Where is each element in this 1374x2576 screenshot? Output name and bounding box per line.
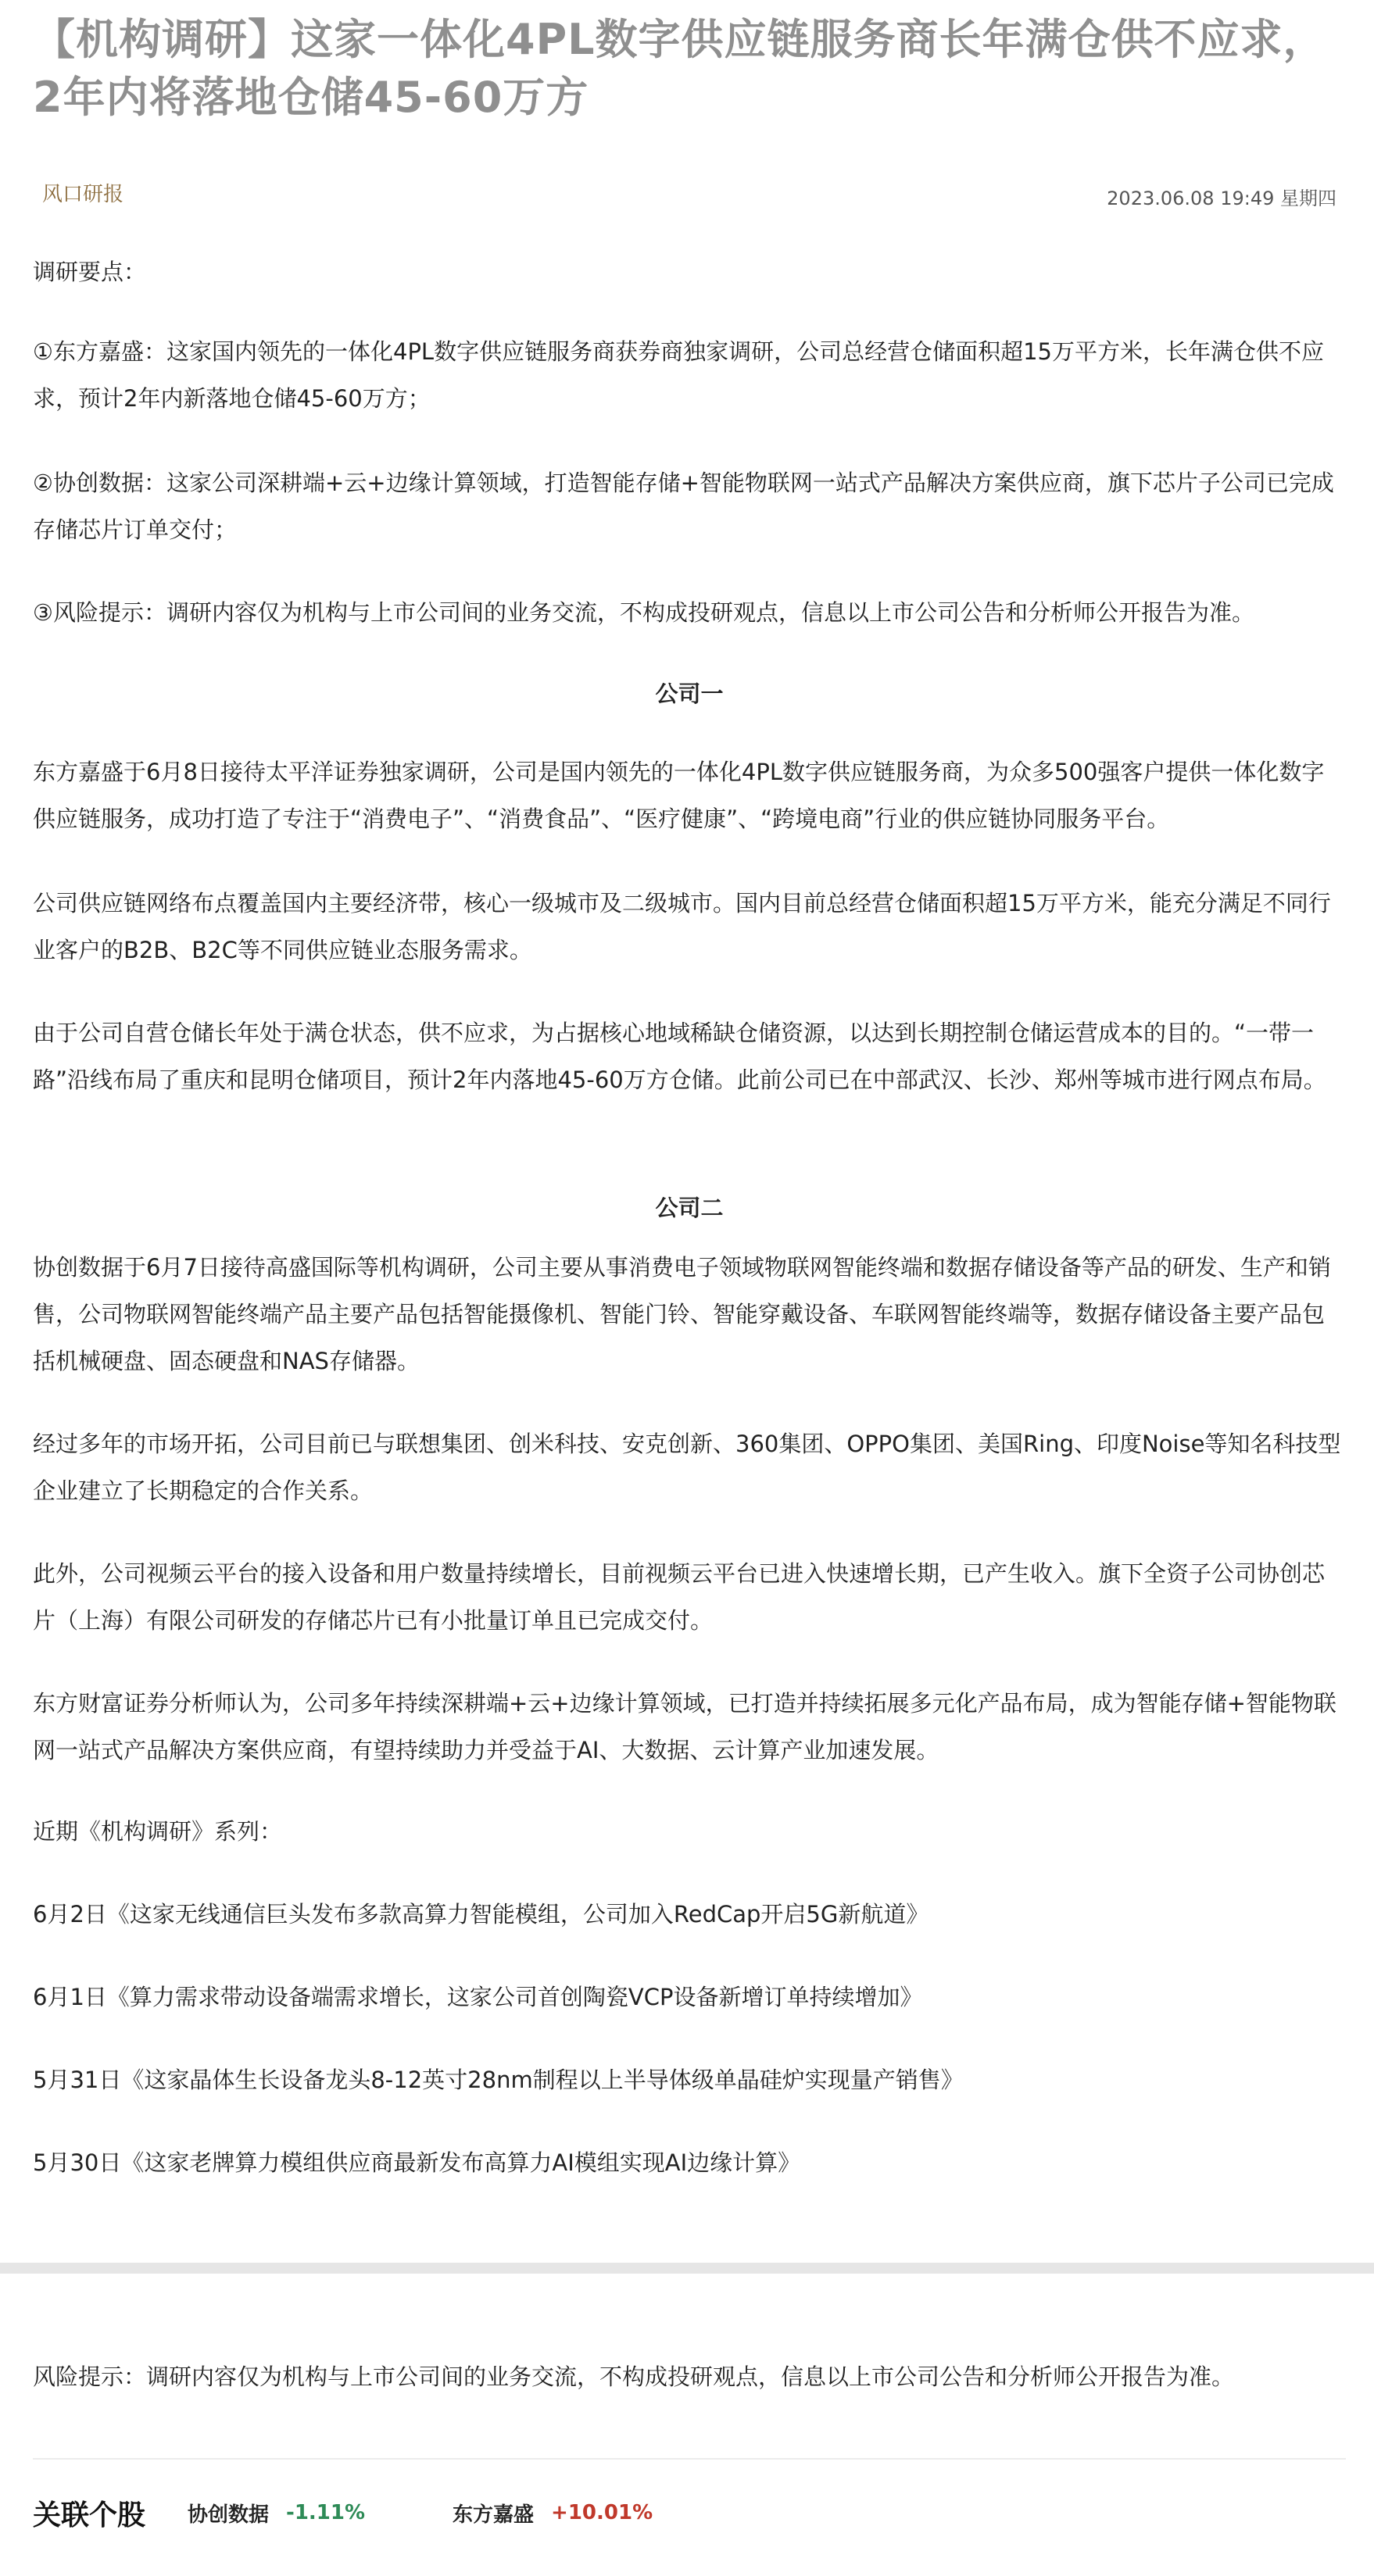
summary-heading: 调研要点： xyxy=(33,259,147,285)
stock-change: -1.11% xyxy=(286,2501,366,2524)
footer-risk-notice: 风险提示：调研内容仅为机构与上市公司间的业务交流，不构成投研观点，信息以上市公司公告和分析师公开报告为准。 xyxy=(33,2363,1235,2390)
series-link-2[interactable]: 6月1日《算力需求带动设备端需求增长，这家公司首创陶瓷VCP设备新增订单持续增加》 xyxy=(33,1984,923,2010)
series-link-4[interactable]: 5月30日《这家老牌算力模组供应商最新发布高算力AI模组实现AI边缘计算》 xyxy=(33,2149,801,2176)
summary-point-2: ②协创数据：这家公司深耕端+云+边缘计算领域，打造智能存储+智能物联网一站式产品解决方案供应商，旗下芯片子公司已完成存储芯片订单交付； xyxy=(33,470,1334,543)
footer-rule xyxy=(33,2458,1346,2460)
section-title-company-1: 公司一 xyxy=(655,681,724,707)
related-stocks xyxy=(33,2489,1346,2536)
related-stocks-title: 关联个股 xyxy=(33,2499,146,2531)
article-datetime: 2023.06.08 19:49 星期四 xyxy=(1107,188,1336,209)
stock-item-dongfangjiasheng[interactable] xyxy=(453,2499,653,2528)
section-divider xyxy=(0,2263,1374,2274)
article-title: 【机构调研】这家一体化4PL数字供应链服务商长年满仓供不应求，2年内将落地仓储45-60万方 xyxy=(33,15,1326,122)
series-link-1[interactable]: 6月2日《这家无线通信巨头发布多款高算力智能模组，公司加入RedCap开启5G新航道》 xyxy=(33,1901,929,1928)
series-link-3[interactable]: 5月31日《这家晶体生长设备龙头8-12英寸28nm制程以上半导体级单晶硅炉实现量产销售》 xyxy=(33,2067,964,2093)
company-2-paragraph-3: 此外，公司视频云平台的接入设备和用户数量持续增长，目前视频云平台已进入快速增长期，已产生收入。旗下全资子公司协创芯片（上海）有限公司研发的存储芯片已有小批量订单且已完成交付。 xyxy=(33,1560,1326,1634)
series-heading: 近期《机构调研》系列： xyxy=(33,1818,283,1845)
stock-change: +10.01% xyxy=(551,2501,653,2524)
summary-point-3: ③风险提示：调研内容仅为机构与上市公司间的业务交流，不构成投研观点，信息以上市公司公告和分析师公开报告为准。 xyxy=(33,599,1255,626)
company-1-paragraph-3: 由于公司自营仓储长年处于满仓状态，供不应求，为占据核心地域稀缺仓储资源，以达到长期控制仓储运营成本的目的。“一带一路”沿线布局了重庆和昆明仓储项目，预计2年内落地45-60万方仓储。此前公司已在中部武汉、长沙、郑州等城市进行网点布局。 xyxy=(33,1020,1326,1093)
company-2-paragraph-2: 经过多年的市场开拓，公司目前已与联想集团、创米科技、安克创新、360集团、OPPO集团、美国Ring、印度Noise等知名科技型企业建立了长期稳定的合作关系。 xyxy=(33,1431,1341,1504)
company-2-paragraph-4: 东方财富证券分析师认为，公司多年持续深耕端+云+边缘计算领域，已打造并持续拓展多元化产品布局，成为智能存储+智能物联网一站式产品解决方案供应商，有望持续助力并受益于AI、大数据、云计算产业加速发展。 xyxy=(33,1690,1336,1763)
stock-name: 协创数据 xyxy=(188,2503,270,2527)
stock-item-xiechuang[interactable] xyxy=(188,2499,365,2528)
section-title-company-2: 公司二 xyxy=(655,1195,724,1221)
stock-name: 东方嘉盛 xyxy=(453,2503,535,2527)
company-1-paragraph-2: 公司供应链网络布点覆盖国内主要经济带，核心一级城市及二级城市。国内目前总经营仓储面积超15万平方米，能充分满足不同行业客户的B2B、B2C等不同供应链业态服务需求。 xyxy=(33,890,1331,963)
company-2-paragraph-1: 协创数据于6月7日接待高盛国际等机构调研，公司主要从事消费电子领域物联网智能终端和数据存储设备等产品的研发、生产和销售，公司物联网智能终端产品主要产品包括智能摄像机、智能门铃、智能穿戴设备、车联网智能终端等，数据存储设备主要产品包括机械硬盘、固态硬盘和NAS存储器。 xyxy=(33,1254,1331,1374)
company-1-paragraph-1: 东方嘉盛于6月8日接待太平洋证券独家调研，公司是国内领先的一体化4PL数字供应链服务商，为众多500强客户提供一体化数字供应链服务，成功打造了专注于“消费电子”、“消费食品”、“医疗健康”、“跨境电商”行业的供应链协同服务平台。 xyxy=(33,759,1325,832)
article-source[interactable]: 风口研报 xyxy=(42,183,124,206)
summary-point-1: ①东方嘉盛：这家国内领先的一体化4PL数字供应链服务商获券商独家调研，公司总经营仓储面积超15万平方米，长年满仓供不应求，预计2年内新落地仓储45-60万方； xyxy=(33,338,1324,412)
